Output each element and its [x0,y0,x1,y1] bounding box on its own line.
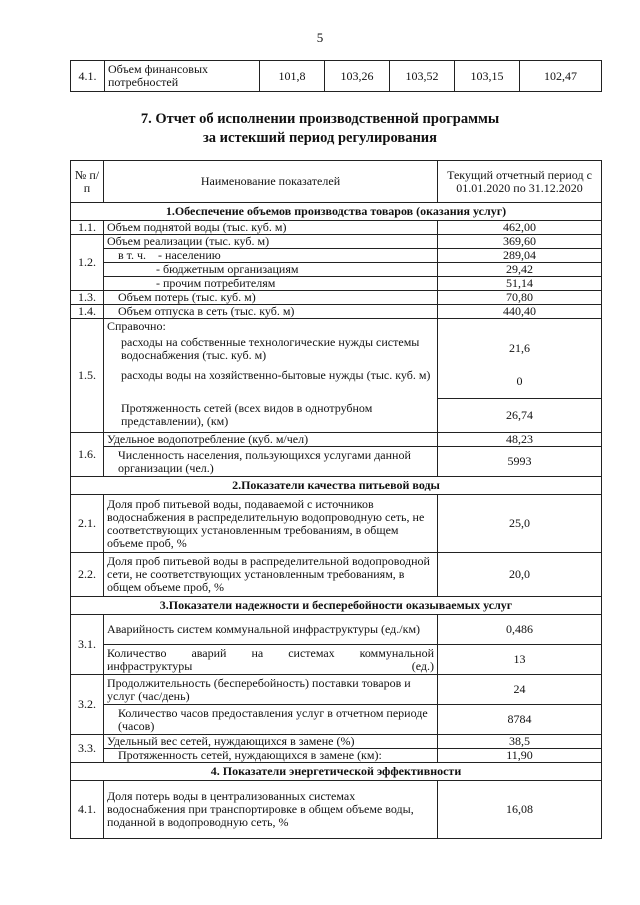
row-name: Объем отпуска в сеть (тыс. куб. м) [104,305,438,319]
reference-values [438,319,602,433]
row-name: расходы на собственные технологические нужды системы водоснабжения (тыс. куб. м) [121,335,420,362]
row-value: 8784 [438,705,602,735]
table-row [71,553,602,597]
row-number: 3.1. [71,615,104,675]
row-value: 0,486 [438,615,602,645]
program-report-table [70,160,602,839]
row-value: 5993 [438,447,602,477]
row-value: 20,0 [438,553,602,597]
row-value: 25,0 [438,495,602,553]
row-value: 0 [516,374,523,388]
row-name: Численность населения, пользующихся услугами данной организации (чел.) [104,447,438,477]
row-value: 48,23 [438,433,602,447]
table-row [71,447,602,477]
row-name: расходы воды на хозяйственно-бытовые нужды (тыс. куб. м) [121,368,431,382]
row-number: 4.1. [71,781,104,839]
section-heading: 3.Показатели надежности и бесперебойности оказываемых услуг [71,597,602,615]
row-name: Доля проб питьевой воды, подаваемой с источников водоснабжения в распределительную водопроводную сеть, не соответствующих установленным требованиям, в общем объеме проб, % [104,495,438,553]
header-name: Наименование показателей [104,161,438,203]
row-value: 462,00 [438,221,602,235]
table-row [71,675,602,705]
row-number: 1.6. [71,433,104,477]
table-row [71,305,602,319]
table-row [71,781,602,839]
row-name: Объем потерь (тыс. куб. м) [104,291,438,305]
table-row [71,235,602,249]
row-name: Доля проб питьевой воды в распределительной водопроводной сети, не соответствующих установленным требованиям, в общем объеме проб, % [104,553,438,597]
row-name: - прочим потребителям [104,277,438,291]
table-row [71,221,602,235]
table-row [71,495,602,553]
section-heading: 2.Показатели качества питьевой воды [71,477,602,495]
table-header [71,161,602,203]
title-line: за истекший период регулирования [202,130,438,146]
value-cell: 103,15 [455,61,520,92]
row-name: Доля потерь воды в централизованных системах водоснабжения при транспортировке в общем объеме воды, поданной в водопроводную сеть, % [104,781,438,839]
row-number: 1.2. [71,235,104,291]
table-row [71,249,602,263]
section-heading: 1.Обеспечение объемов производства товаров (оказания услуг) [71,203,602,221]
row-number: 2.1. [71,495,104,553]
table-row [71,277,602,291]
page-number: 5 [316,30,324,45]
row-value: 51,14 [438,277,602,291]
row-number: 2.2. [71,553,104,597]
table-row [71,61,602,92]
row-name: Аварийность систем коммунальной инфраструктуры (ед./км) [104,615,438,645]
row-number: 1.5. [71,319,104,433]
row-name: Протяженность сетей (всех видов в однотрубном представлении), (км) [121,401,373,428]
row-value: 26,74 [438,398,601,432]
table-row [71,319,602,433]
row-name: Удельное водопотребление (куб. м/чел) [104,433,438,447]
row-value: 16,08 [438,781,602,839]
header-period: Текущий отчетный период с 01.01.2020 по 31.12.2020 [438,161,602,203]
table-row [71,263,602,277]
row-name: Объем поднятой воды (тыс. куб. м) [104,221,438,235]
row-value: 70,80 [438,291,602,305]
row-value: 38,5 [438,735,602,749]
table-row [71,735,602,749]
row-value: 369,60 [438,235,602,249]
row-name: Продолжительность (бесперебойность) поставки товаров и услуг (час/день) [104,675,438,705]
value-cell: 101,8 [260,61,325,92]
row-value: 21,6 [509,341,530,355]
row-number: 1.1. [71,221,104,235]
table-row [71,291,602,305]
row-number: 3.3. [71,735,104,763]
row-name: Количество аварий на системах коммунальной инфраструктуры (ед.) [104,645,438,675]
table-row [71,705,602,735]
row-value: 11,90 [438,749,602,763]
table-row [71,615,602,645]
title-line: 7. Отчет об исполнении производственной программы [140,111,500,127]
row-value: 13 [438,645,602,675]
row-name: Протяженность сетей, нуждающихся в замене (км): [104,749,438,763]
row-name: Количество часов предоставления услуг в отчетном периоде (часов) [104,705,438,735]
row-value: 289,04 [438,249,602,263]
row-value: 29,42 [438,263,602,277]
reference-block [104,319,438,433]
row-name: Объем финансовых потребностей [105,61,260,92]
value-cell: 103,26 [325,61,390,92]
table-row [71,433,602,447]
row-number: 3.2. [71,675,104,735]
row-name: в т. ч. - населению [104,249,438,263]
report-title [0,110,640,148]
table-row [71,645,602,675]
row-value: 440,40 [438,305,602,319]
row-name: - бюджетным организациям [104,263,438,277]
row-number: 1.4. [71,305,104,319]
row-name: Удельный вес сетей, нуждающихся в замене (%) [104,735,438,749]
value-cell: 102,47 [520,61,602,92]
reference-label: Справочно: [107,319,166,333]
row-name: Объем реализации (тыс. куб. м) [104,235,438,249]
row-value: 24 [438,675,602,705]
row-number: 4.1. [71,61,105,92]
table-row [71,749,602,763]
section-heading: 4. Показатели энергетической эффективности [71,763,602,781]
financial-needs-table [70,60,602,92]
value-cell: 103,52 [390,61,455,92]
row-number: 1.3. [71,291,104,305]
header-num: № п/п [71,161,104,203]
